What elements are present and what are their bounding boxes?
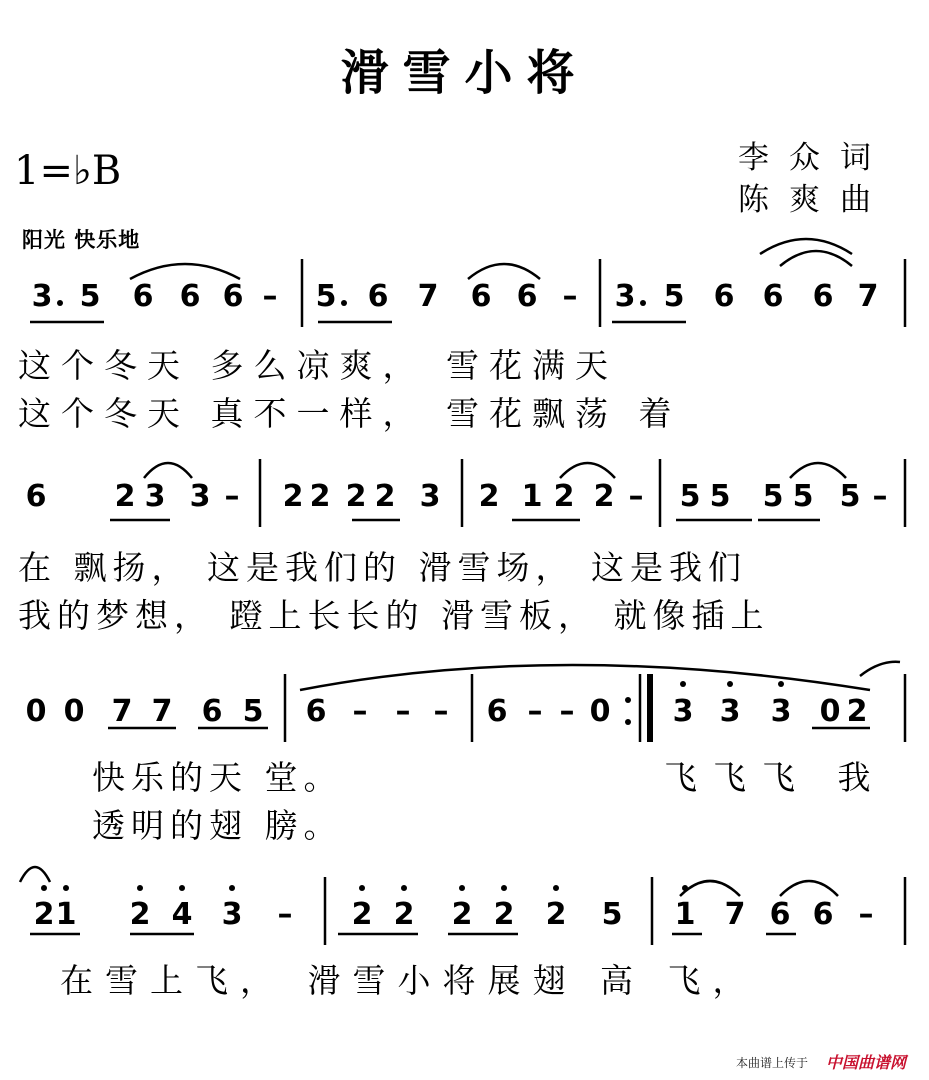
octave-dot: [501, 885, 507, 891]
tie-arc: [560, 463, 615, 478]
note: 3: [719, 694, 741, 729]
note: 2: [553, 479, 575, 514]
note: 2: [846, 694, 868, 729]
lyric-line: 我的梦想， 蹬上长长的 滑雪板， 就像插上: [18, 596, 770, 635]
lyric-line: 飞飞飞 我: [664, 758, 887, 797]
octave-dot: [63, 885, 69, 891]
octave-dot: [625, 719, 631, 725]
note: 2: [309, 479, 331, 514]
upload-note: 本曲谱上传于: [736, 1056, 809, 1070]
note: 5: [601, 897, 623, 932]
note: 7: [151, 694, 173, 729]
note: 3: [614, 279, 636, 314]
note: –: [527, 694, 543, 729]
note: 5: [762, 479, 784, 514]
note: 3: [144, 479, 166, 514]
lyric-line: 快乐的天 堂。: [92, 758, 343, 797]
octave-dot: [359, 885, 365, 891]
octave-dot: [727, 681, 733, 687]
note: 1: [55, 897, 77, 932]
tie-arc: [130, 264, 240, 279]
note: 2: [478, 479, 500, 514]
note: 2: [374, 479, 396, 514]
octave-dot: [179, 885, 185, 891]
note: 6: [132, 279, 154, 314]
composer-credit: 陈爽曲: [738, 182, 891, 218]
lyricist-credit: 李众词: [738, 140, 891, 176]
octave-dot: [553, 885, 559, 891]
note: 6: [713, 279, 735, 314]
lyric-line: 这个冬天 多么凉爽， 雪花满天: [18, 346, 618, 385]
note: –: [562, 279, 578, 314]
note: 3: [31, 279, 53, 314]
note: 1: [521, 479, 543, 514]
note: 5: [839, 479, 861, 514]
tie-arc: [144, 463, 192, 478]
note: 2: [282, 479, 304, 514]
lyric-line: 透明的翅 膀。: [92, 806, 343, 845]
tie-arc: [20, 867, 50, 882]
note: 5: [242, 694, 264, 729]
note: 3: [189, 479, 211, 514]
note: 7: [111, 694, 133, 729]
note: 3: [770, 694, 792, 729]
note: 2: [114, 479, 136, 514]
tie-arc: [680, 881, 740, 896]
note: 5: [792, 479, 814, 514]
octave-dot: [57, 300, 63, 306]
tie-arc: [860, 662, 900, 676]
note: 4: [171, 897, 193, 932]
octave-dot: [137, 885, 143, 891]
note: 6: [179, 279, 201, 314]
octave-dot: [401, 885, 407, 891]
tempo-marking: 阳光 快乐地: [22, 228, 141, 252]
note: 5: [709, 479, 731, 514]
note: 6: [201, 694, 223, 729]
tie-arc: [780, 881, 838, 896]
octave-dot: [41, 885, 47, 891]
note: 6: [769, 897, 791, 932]
note: 2: [545, 897, 567, 932]
note: –: [395, 694, 411, 729]
note: 6: [516, 279, 538, 314]
note: 6: [812, 279, 834, 314]
note: –: [262, 279, 278, 314]
note: 2: [493, 897, 515, 932]
note: 7: [724, 897, 746, 932]
note: 2: [33, 897, 55, 932]
octave-dot: [625, 697, 631, 703]
note: 6: [486, 694, 508, 729]
note: 6: [305, 694, 327, 729]
note: 6: [222, 279, 244, 314]
note: 0: [63, 694, 85, 729]
note: –: [872, 479, 888, 514]
octave-dot: [229, 885, 235, 891]
note: 5: [315, 279, 337, 314]
octave-dot: [640, 300, 646, 306]
note: 3: [221, 897, 243, 932]
tie-arc: [780, 251, 852, 266]
note: 1: [674, 897, 696, 932]
lyric-line: 在 飘扬， 这是我们的 滑雪场， 这是我们: [18, 548, 747, 587]
note: 7: [857, 279, 879, 314]
lyric-line: 这个冬天 真不一样， 雪花飘荡 着: [18, 394, 682, 433]
note: –: [559, 694, 575, 729]
octave-dot: [778, 681, 784, 687]
note: 2: [593, 479, 615, 514]
note: 0: [589, 694, 611, 729]
tie-arc: [300, 665, 870, 690]
octave-dot: [680, 681, 686, 687]
note: 3: [672, 694, 694, 729]
note: 2: [351, 897, 373, 932]
note: –: [858, 897, 874, 932]
note: 2: [345, 479, 367, 514]
note: 6: [25, 479, 47, 514]
note: –: [352, 694, 368, 729]
note: 7: [417, 279, 439, 314]
note: 0: [819, 694, 841, 729]
octave-dot: [682, 885, 688, 891]
note: 2: [451, 897, 473, 932]
note: –: [277, 897, 293, 932]
note: –: [433, 694, 449, 729]
note: 5: [663, 279, 685, 314]
note: 6: [367, 279, 389, 314]
note: 0: [25, 694, 47, 729]
note: 2: [393, 897, 415, 932]
note: 5: [679, 479, 701, 514]
song-title: 滑雪小将: [340, 45, 589, 101]
tie-arc: [468, 264, 540, 279]
site-logo: 中国曲谱网: [826, 1053, 907, 1072]
octave-dot: [459, 885, 465, 891]
note: 2: [129, 897, 151, 932]
note: 6: [762, 279, 784, 314]
note: –: [224, 479, 240, 514]
note: 6: [470, 279, 492, 314]
note: 6: [812, 897, 834, 932]
tie-arc: [790, 463, 846, 478]
note: –: [628, 479, 644, 514]
octave-dot: [341, 300, 347, 306]
note: 5: [79, 279, 101, 314]
note: 3: [419, 479, 441, 514]
lyric-line: 在雪上飞， 滑雪小将展翅 高 飞，: [60, 961, 758, 1000]
key-signature: 1=♭B: [14, 148, 122, 194]
